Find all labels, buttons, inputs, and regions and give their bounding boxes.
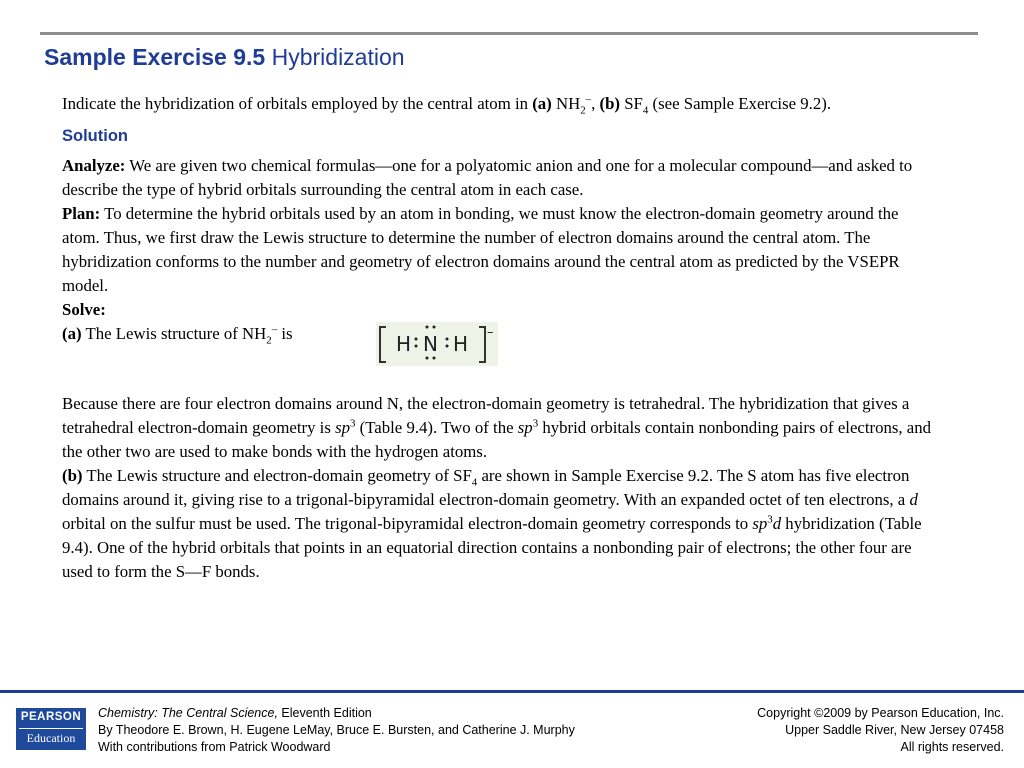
part-b-text-4: hybridization (Table 9.4). One of the hybrid orbitals that points in an equatorial direction contains a nonbonding pair of electrons; the other four are used to form the S—F bonds.: [62, 514, 922, 581]
part-b-label: (b): [599, 94, 621, 113]
sf4-subscript: 4: [471, 476, 478, 489]
part-a-lewis-row: [62, 322, 932, 370]
address-line: Upper Saddle River, New Jersey 07458: [785, 723, 1004, 737]
plan-text: To determine the hybrid orbitals used by an atom in bonding, we must know the electron-domain geometry around the atom. Thus, we first draw the Lewis structure to determine the number of electron domains around the central atom. The hybridization conforms to the number and geometry of electron domains around the central atom as predicted by the VSEPR model.: [62, 204, 900, 295]
sp3d-term: sp: [752, 514, 768, 533]
footer-credits: [98, 705, 575, 756]
footer-divider: [0, 690, 1024, 693]
solve-part-a-is: is: [277, 324, 293, 343]
part-b-explanation: [62, 464, 932, 584]
title-topic: Hybridization: [271, 44, 405, 70]
title-exercise-number: Sample Exercise 9.5: [44, 44, 266, 70]
solve-label: [62, 298, 932, 322]
formula-nh2-subscript: 2: [580, 104, 586, 117]
logo-pearson-text: PEARSON: [20, 711, 82, 723]
solve-label-text: Solve:: [62, 300, 106, 319]
question-comma: ,: [591, 94, 600, 113]
sp-superscript-2: 3: [532, 417, 539, 430]
part-a-label: (a): [532, 94, 552, 113]
logo-separator: [19, 728, 83, 729]
part-b-text-1: The Lewis structure and electron-domain geometry of SF: [82, 466, 472, 485]
electron-dot: [433, 326, 436, 329]
slide-body: [62, 92, 932, 584]
electron-dot: [446, 338, 449, 341]
lewis-n-center: N: [423, 332, 438, 356]
d-orbital-term: d: [909, 490, 918, 509]
lewis-structure-nh2: [376, 322, 498, 366]
top-divider: [40, 32, 978, 35]
electron-dot: [426, 326, 429, 329]
part-a-text-2: (Table 9.4). Two of the: [355, 418, 518, 437]
copyright-line: Copyright ©2009 by Pearson Education, Inc.: [757, 706, 1004, 720]
part-b-body-label: (b): [62, 466, 83, 485]
electron-dot: [426, 357, 429, 360]
sp3d-d: d: [772, 514, 782, 533]
footer-contributions: With contributions from Patrick Woodward: [98, 740, 331, 754]
electron-dot: [433, 357, 436, 360]
question-reference: (see Sample Exercise 9.2).: [648, 94, 832, 113]
lewis-h-left: H: [396, 332, 412, 356]
plan-label: Plan:: [62, 204, 101, 223]
electron-dot: [446, 345, 449, 348]
analyze-paragraph: [62, 154, 932, 202]
question-paragraph: [62, 92, 932, 116]
part-a-explanation: [62, 392, 932, 464]
pearson-logo: [16, 708, 86, 750]
part-a-intro: [62, 323, 293, 347]
sp-term-2: sp: [517, 418, 533, 437]
slide-title: [44, 44, 405, 71]
rights-line: All rights reserved.: [900, 740, 1004, 754]
plan-paragraph: [62, 202, 932, 298]
formula-nh2: NH: [551, 94, 581, 113]
formula-sf4: SF: [620, 94, 643, 113]
question-text: Indicate the hybridization of orbitals employed by the central atom in: [62, 94, 533, 113]
sp-superscript: 3: [349, 417, 356, 430]
footer-book-line: [98, 705, 575, 722]
footer-authors: By Theodore E. Brown, H. Eugene LeMay, Bruce E. Bursten, and Catherine J. Murphy: [98, 723, 575, 737]
electron-dot: [415, 338, 418, 341]
logo-education-text: Education: [26, 731, 76, 745]
sp-term: sp: [335, 418, 350, 437]
solve-nh2-charge: –: [271, 323, 278, 336]
sp3d-superscript: 3: [767, 513, 773, 526]
formula-sf4-subscript: 4: [642, 104, 649, 117]
solve-nh2-subscript: 2: [266, 334, 272, 347]
part-a-text-3: hybrid orbitals contain nonbonding pairs of electrons, and the other two are used to make bonds with the hydrogen atoms.: [62, 418, 932, 461]
part-a-text-1: Because there are four electron domains around N, the electron-domain geometry is tetrahedral. The hybridization that gives a tetrahedral electron-domain geometry is: [62, 394, 910, 437]
lewis-h-right: H: [453, 332, 469, 356]
spacer: [62, 370, 932, 392]
part-b-text-2: are shown in Sample Exercise 9.2. The S atom has five electron domains around it, giving rise to a trigonal-bipyramidal electron-domain geometry. With an expanded octet of ten electrons, a: [62, 466, 910, 509]
electron-dot: [415, 345, 418, 348]
solution-heading: Solution: [62, 127, 128, 145]
analyze-label: Analyze:: [62, 156, 126, 175]
analyze-text: We are given two chemical formulas—one for a polyatomic anion and one for a molecular compound—and asked to describe the type of hybrid orbitals surrounding the central atom in each case.: [62, 156, 913, 199]
book-title: Chemistry: The Central Science,: [98, 706, 278, 720]
solve-part-a-label: (a): [62, 324, 82, 343]
solve-part-a-text: The Lewis structure of NH: [81, 324, 267, 343]
formula-nh2-charge: –: [585, 93, 592, 106]
part-b-text-3: orbital on the sulfur must be used. The trigonal-bipyramidal electron-domain geometry corresponds to: [62, 514, 753, 533]
book-edition: Eleventh Edition: [277, 706, 372, 720]
footer-copyright: [757, 705, 1004, 756]
lewis-charge: –: [487, 325, 494, 340]
